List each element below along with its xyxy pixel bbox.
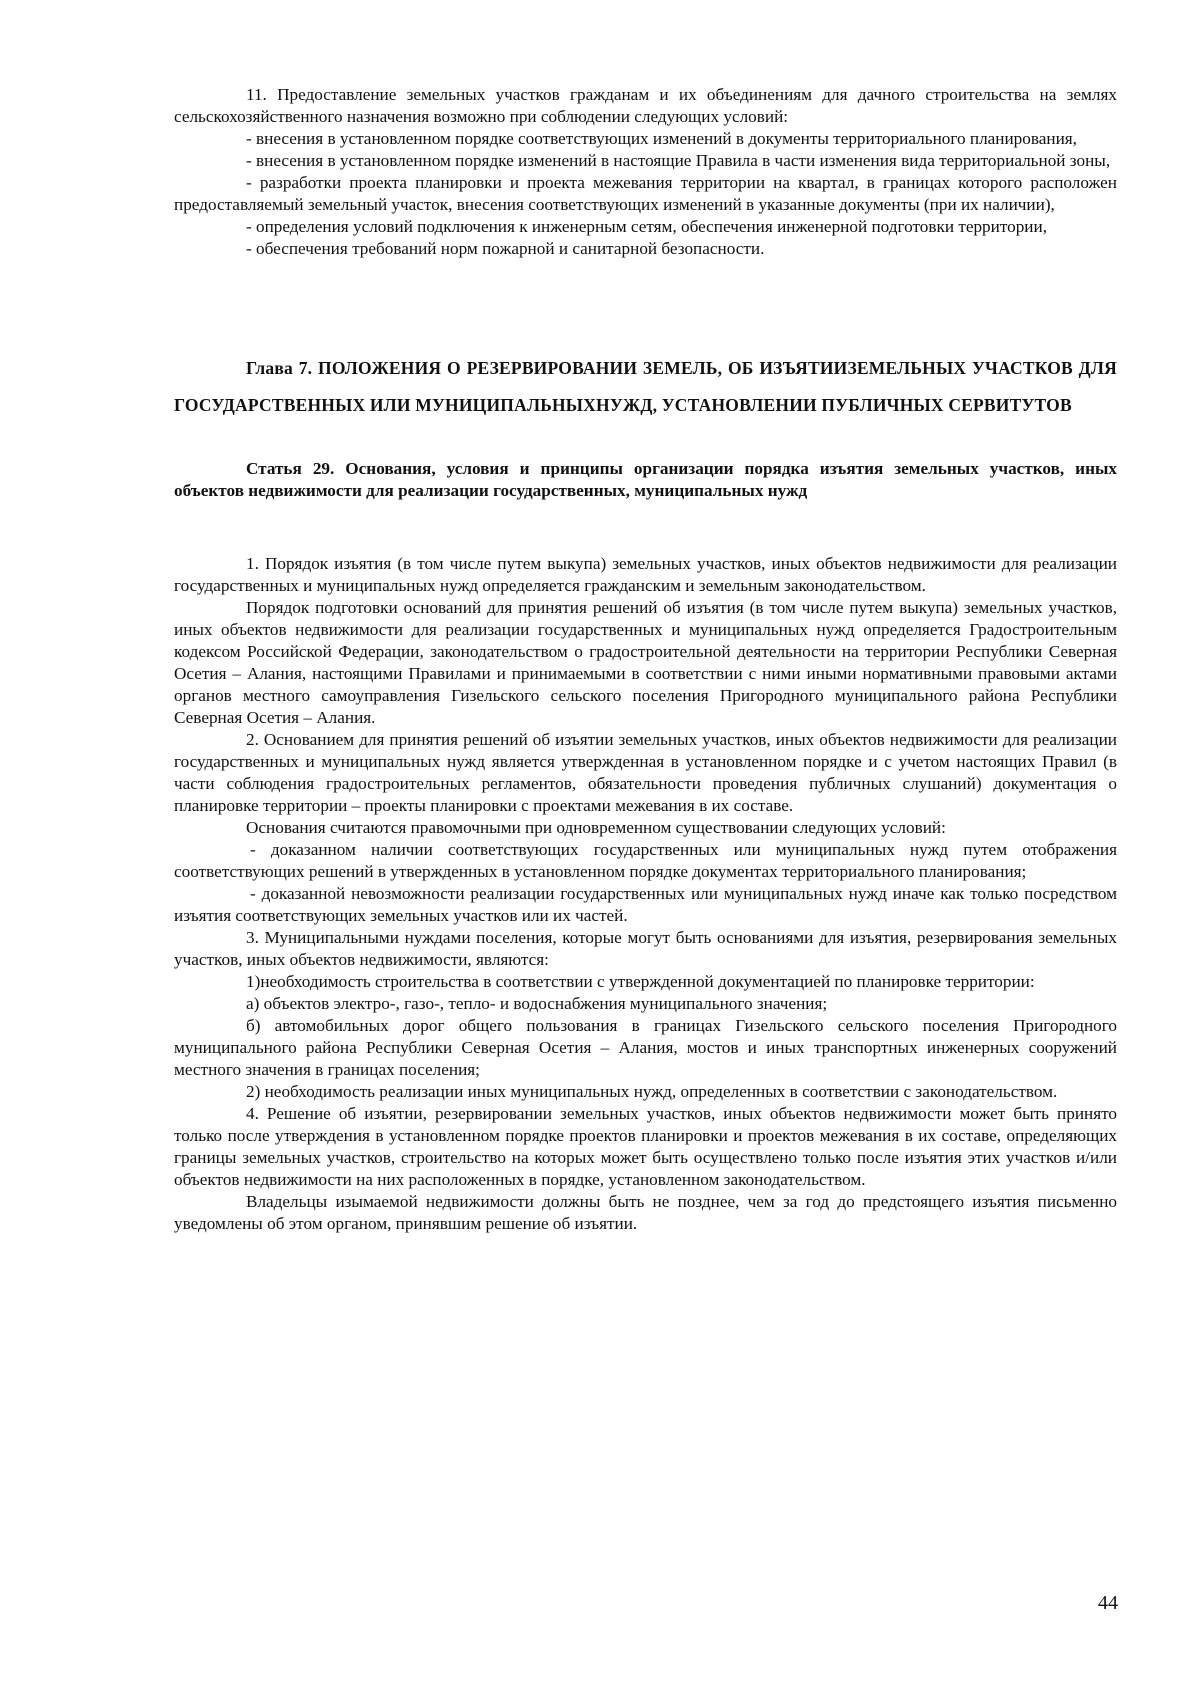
paragraph: 2. Основанием для принятия решений об изъятии земельных участков, иных объектов недвижимости для реализации государственных и муниципальных нужд является утвержденная в установленном порядке и с учетом настоящих Правил (в части соблюдения градостроительных регламентов, обязательности проведения публичных слушаний) документация о планировке территории – проекты планировки с проектами межевания в их составе.	[174, 730, 1117, 815]
paragraph: Порядок подготовки оснований для принятия решений об изъятия (в том числе путем выкупа) земельных участков, иных объектов недвижимости для реализации государственных и муниципальных нужд определяется Градостроительным кодексом Российской Федерации, законодательством о градостроительной деятельности на территории Республики Северная Осетия – Алания, настоящими Правилами и принимаемыми в соответствии с ними иными нормативными правовыми актами органов местного самоуправления Гизельского сельского поселения Пригородного муниципального района Республики Северная Осетия – Алания.	[174, 598, 1117, 727]
paragraph: 4. Решение об изъятии, резервировании земельных участков, иных объектов недвижимости может быть принято только после утверждения в установленном порядке проектов планировки и проектов межевания в их составе, определяющих границы земельных участков, строительство на которых может быть осуществлено только после изъятия этих участков и/или объектов недвижимости на них расположенных в порядке, установленном законодательством.	[174, 1104, 1117, 1189]
list-item: - обеспечения требований норм пожарной и санитарной безопасности.	[246, 239, 765, 258]
document-page	[174, 84, 1117, 1235]
list-item: - разработки проекта планировки и проекта межевания территории на квартал, в границах которого расположен предоставляемый земельный участок, внесения соответствующих изменений в указанные документы (при их наличии),	[174, 173, 1117, 214]
list-item: - доказанном наличии соответствующих государственных или муниципальных нужд путем отображения соответствующих решений в утвержденных в установленном порядке документах территориального планирования;	[174, 840, 1117, 881]
paragraph: Основания считаются правомочными при одновременном существовании следующих условий:	[246, 818, 946, 837]
article-heading: Статья 29. Основания, условия и принципы организации порядка изъятия земельных участков, иных объектов недвижимости для реализации государственных, муниципальных нужд	[174, 459, 1117, 500]
list-item: 2) необходимость реализации иных муниципальных нужд, определенных в соответствии с законодательством.	[246, 1082, 1058, 1101]
paragraph: Владельцы изымаемой недвижимости должны быть не позднее, чем за год до предстоящего изъятия письменно уведомлены об этом органом, принявшим решение об изъятии.	[174, 1192, 1117, 1233]
list-item: - внесения в установленном порядке соответствующих изменений в документы территориального планирования,	[246, 129, 1077, 148]
section-dacha-conditions	[174, 84, 1117, 260]
paragraph: 3. Муниципальными нуждами поселения, которые могут быть основаниями для изъятия, резервирования земельных участков, иных объектов недвижимости, являются:	[174, 928, 1117, 969]
page-number: 44	[1098, 1592, 1118, 1614]
chapter-heading: Глава 7. ПОЛОЖЕНИЯ О РЕЗЕРВИРОВАНИИ ЗЕМЕЛЬ, ОБ ИЗЪЯТИИЗЕМЕЛЬНЫХ УЧАСТКОВ ДЛЯ ГОСУДАРСТВЕННЫХ ИЛИ МУНИЦИПАЛЬНЫХНУЖД, УСТАНОВЛЕНИИ ПУБЛИЧНЫХ СЕРВИТУТОВ	[174, 358, 1117, 415]
list-item: - определения условий подключения к инженерным сетям, обеспечения инженерной подготовки территории,	[246, 217, 1048, 236]
paragraph: 11. Предоставление земельных участков гражданам и их объединениям для дачного строительства на землях сельскохозяйственного назначения возможно при соблюдении следующих условий:	[174, 85, 1117, 126]
list-item: 1)необходимость строительства в соответствии с утвержденной документацией по планировке территории:	[246, 972, 1035, 991]
list-item: б) автомобильных дорог общего пользования в границах Гизельского сельского поселения Пригородного муниципального района Республики Северная Осетия – Алания, мостов и иных транспортных инженерных сооружений местного значения в границах поселения;	[174, 1016, 1117, 1079]
list-item: - доказанной невозможности реализации государственных или муниципальных нужд иначе как только посредством изъятия соответствующих земельных участков или их частей.	[174, 884, 1117, 925]
paragraph: 1. Порядок изъятия (в том числе путем выкупа) земельных участков, иных объектов недвижимости для реализации государственных и муниципальных нужд определяется гражданским и земельным законодательством.	[174, 554, 1117, 595]
list-item: а) объектов электро-, газо-, тепло- и водоснабжения муниципального значения;	[246, 994, 828, 1013]
section-article-body	[174, 553, 1117, 1235]
list-item: - внесения в установленном порядке изменений в настоящие Правила в части изменения вида территориальной зоны,	[246, 151, 1111, 170]
